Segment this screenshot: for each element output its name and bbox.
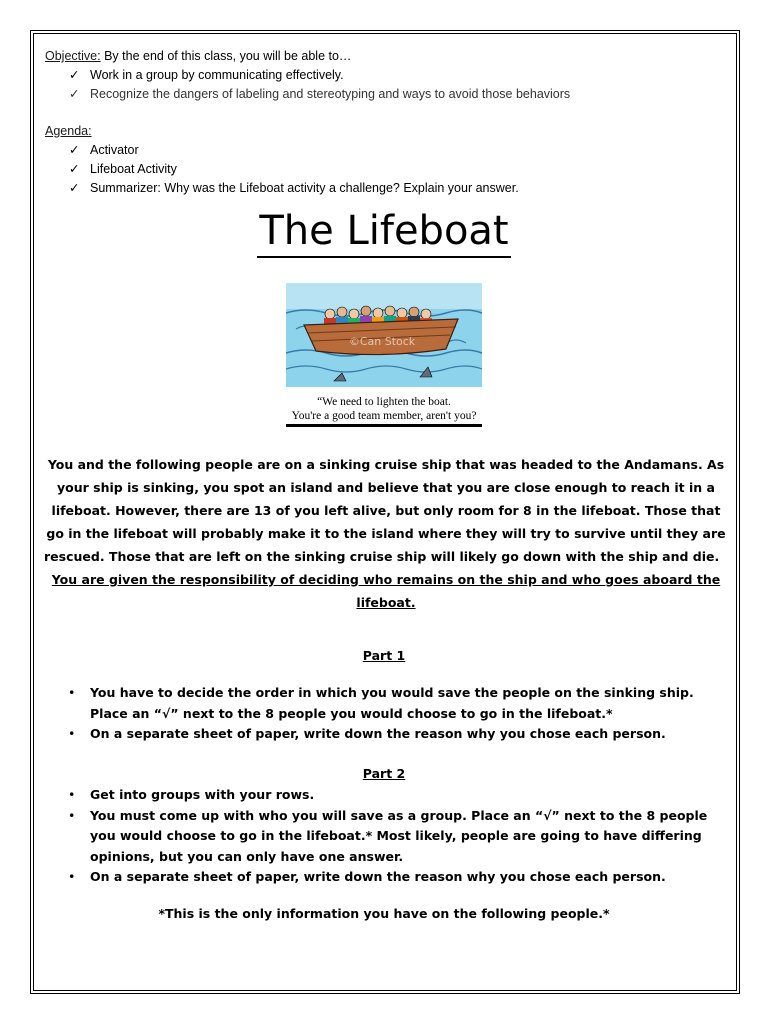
scenario-emphasis: You are given the responsibility of deciding who remains on the ship and who goes aboard the lifeboat. bbox=[51, 572, 721, 610]
objective-intro: By the end of this class, you will be able to… bbox=[104, 49, 352, 63]
lesson-header bbox=[45, 47, 725, 198]
footnote: *This is the only information you have on the following people.* bbox=[158, 906, 610, 921]
agenda-item: ✓ Lifeboat Activity bbox=[69, 160, 725, 179]
part2-item: • You must come up with who you will save as a group. Place an “√” next to the 8 people you would choose to go in the lifeboat.* Most likely, people are going to have differing opinions, but you can only have one answer. bbox=[62, 806, 730, 868]
check-icon: ✓ bbox=[69, 162, 80, 176]
check-icon: ✓ bbox=[69, 87, 80, 101]
objective-item: ✓ Work in a group by communicating effectively. bbox=[69, 66, 725, 85]
part1-item: • You have to decide the order in which you would save the people on the sinking ship. Place an “√” next to the 8 people you would choose to go in the lifeboat.* bbox=[62, 683, 730, 724]
part2-list bbox=[62, 785, 730, 888]
check-icon: ✓ bbox=[69, 68, 80, 82]
agenda-item: ✓ Summarizer: Why was the Lifeboat activity a challenge? Explain your answer. bbox=[69, 179, 725, 198]
watermark-text: ©Can Stock bbox=[348, 335, 416, 348]
page-title: The Lifeboat bbox=[0, 203, 768, 259]
objective-item: ✓ Recognize the dangers of labeling and stereotyping and ways to avoid those behaviors bbox=[69, 85, 725, 104]
agenda-item: ✓ Activator bbox=[69, 141, 725, 160]
agenda-line bbox=[45, 122, 725, 141]
objective-label: Objective: bbox=[45, 49, 101, 63]
agenda-list bbox=[45, 141, 725, 198]
agenda-label: Agenda: bbox=[45, 124, 92, 138]
scenario-paragraph: You and the following people are on a sinking cruise ship that was headed to the Andamans. As your ship is sinking, you spot an island and believe that you are close enough to reach it in a lifeboat. However, there are 13 of you left alive, but only room for 8 in the lifeboat. Those that go in the lifeboat will probably make it to the island where they will try to survive until they are rescued. Those that are left on the sinking cruise ship will likely go down with the ship and die. You are given the responsibility of deciding who remains on the ship and who goes aboard the lifeboat. bbox=[44, 457, 726, 610]
part1-heading: Part 1 bbox=[362, 648, 406, 663]
part2-item: • Get into groups with your rows. bbox=[62, 785, 730, 806]
objective-list bbox=[45, 66, 725, 104]
part2-item: • On a separate sheet of paper, write down the reason why you chose each person. bbox=[62, 867, 730, 888]
part1-item: • On a separate sheet of paper, write down the reason why you chose each person. bbox=[62, 724, 730, 745]
cartoon-caption-line-2: You're a good team member, aren't you? bbox=[291, 410, 477, 422]
objective-line bbox=[45, 47, 725, 66]
check-icon: ✓ bbox=[69, 181, 80, 195]
check-icon: ✓ bbox=[69, 143, 80, 157]
part1-list bbox=[62, 683, 730, 745]
lifeboat-cartoon-image bbox=[286, 283, 482, 429]
cartoon-caption-line-1: “We need to lighten the boat. bbox=[317, 396, 451, 408]
part2-heading: Part 2 bbox=[362, 766, 406, 781]
